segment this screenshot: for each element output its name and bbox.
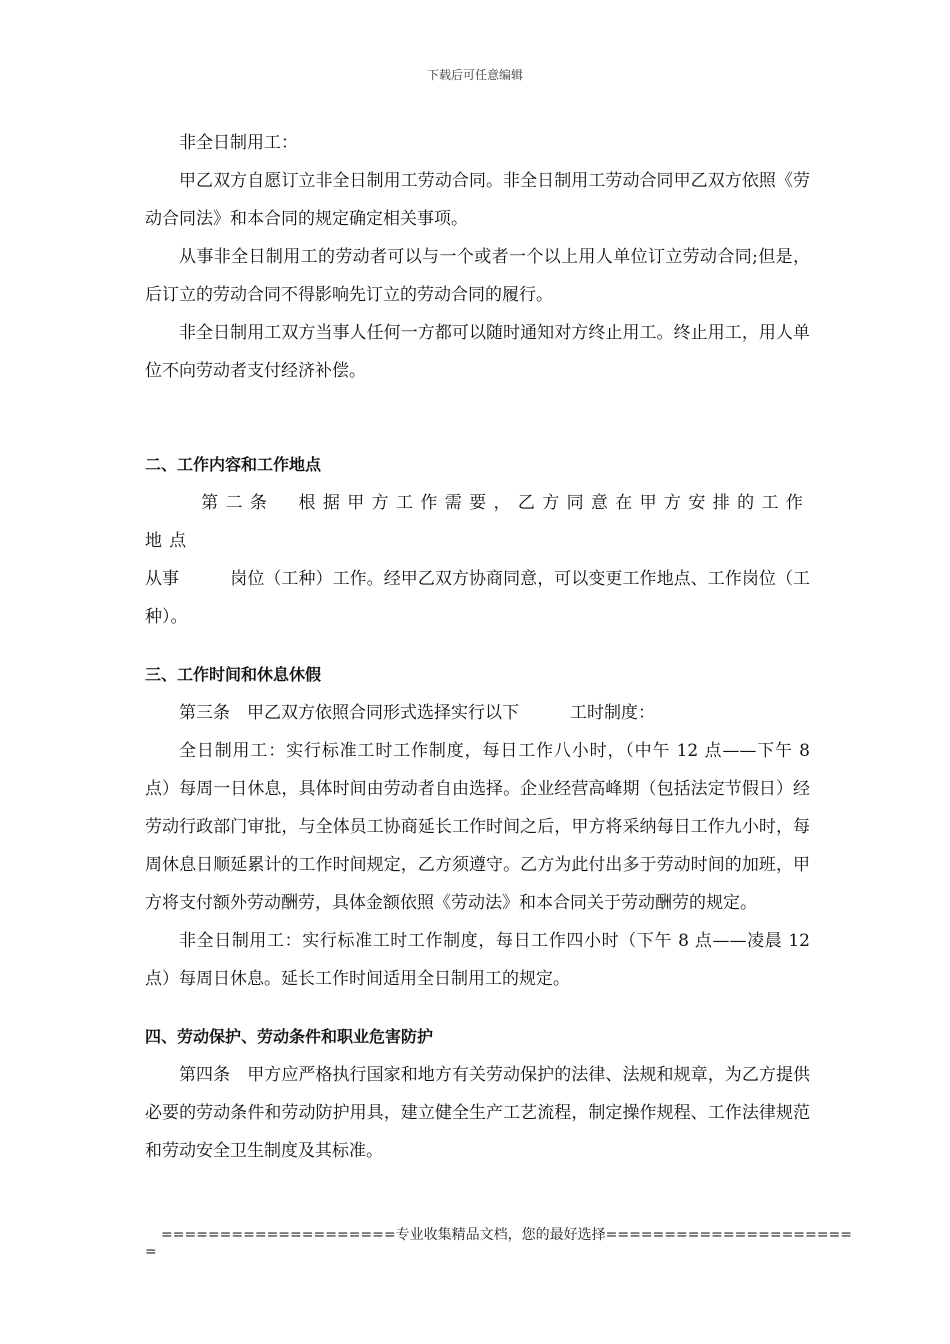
- section-4-title: 四、劳动保护、劳动条件和职业危害防护: [145, 1027, 434, 1046]
- article-2-line-1: 第二条 根据甲方工作需要，乙方同意在甲方安排的工作地点: [145, 493, 810, 551]
- section-2-title: 二、工作内容和工作地点: [145, 455, 322, 474]
- article-3-full-time: 全日制用工：实行标准工时工作制度，每日工作八小时，（中午 12 点——下午 8 点）每周一日休息，具体时间由劳动者自由选择。企业经营高峰期（包括法定节假日）经劳动行政部门审批，与全体员工协商延长工作时间之后，甲方将采纳每日工作九小时，每周休息日顺延累计的工作时间规定，乙方须遵守。乙方为此付出多于劳动时间的加班，甲方将支付额外劳动酬劳，具体金额依照《劳动法》和本合同关于劳动酬劳的规定。: [145, 741, 810, 913]
- footer-banner-continuation: =: [145, 1244, 157, 1260]
- footer-banner: ====================专业收集精品文档，您的最好选择=====================: [161, 1227, 852, 1243]
- article-2-rest: 从事 岗位（工种）工作。经甲乙双方协商同意，可以变更工作地点、工作岗位（工种）。: [145, 569, 810, 627]
- document-body: [145, 124, 810, 1170]
- article-3-part-time: 非全日制用工：实行标准工时工作制度，每日工作四小时（下午 8 点——凌晨 12 点）每周日休息。延长工作时间适用全日制用工的规定。: [145, 931, 810, 989]
- article-4: 第四条 甲方应严格执行国家和地方有关劳动保护的法律、法规和规章，为乙方提供必要的劳动条件和劳动防护用具，建立健全生产工艺流程，制定操作规程、工作法律规范和劳动安全卫生制度及其标准。: [145, 1065, 810, 1161]
- article-3: 第三条 甲乙双方依照合同形式选择实行以下 工时制度：: [179, 703, 655, 723]
- part-time-paragraph-2: 从事非全日制用工的劳动者可以与一个或者一个以上用人单位订立劳动合同;但是，后订立的劳动合同不得影响先订立的劳动合同的履行。: [145, 247, 810, 305]
- page-header: 下载后可任意编辑: [426, 68, 523, 82]
- part-time-paragraph-3: 非全日制用工双方当事人任何一方都可以随时通知对方终止用工。终止用工，用人单位不向劳动者支付经济补偿。: [145, 323, 810, 381]
- part-time-heading: 非全日制用工：: [179, 133, 298, 153]
- part-time-paragraph-1: 甲乙双方自愿订立非全日制用工劳动合同。非全日制用工劳动合同甲乙双方依照《劳动合同法》和本合同的规定确定相关事项。: [145, 171, 810, 229]
- section-3-title: 三、工作时间和休息休假: [145, 665, 322, 684]
